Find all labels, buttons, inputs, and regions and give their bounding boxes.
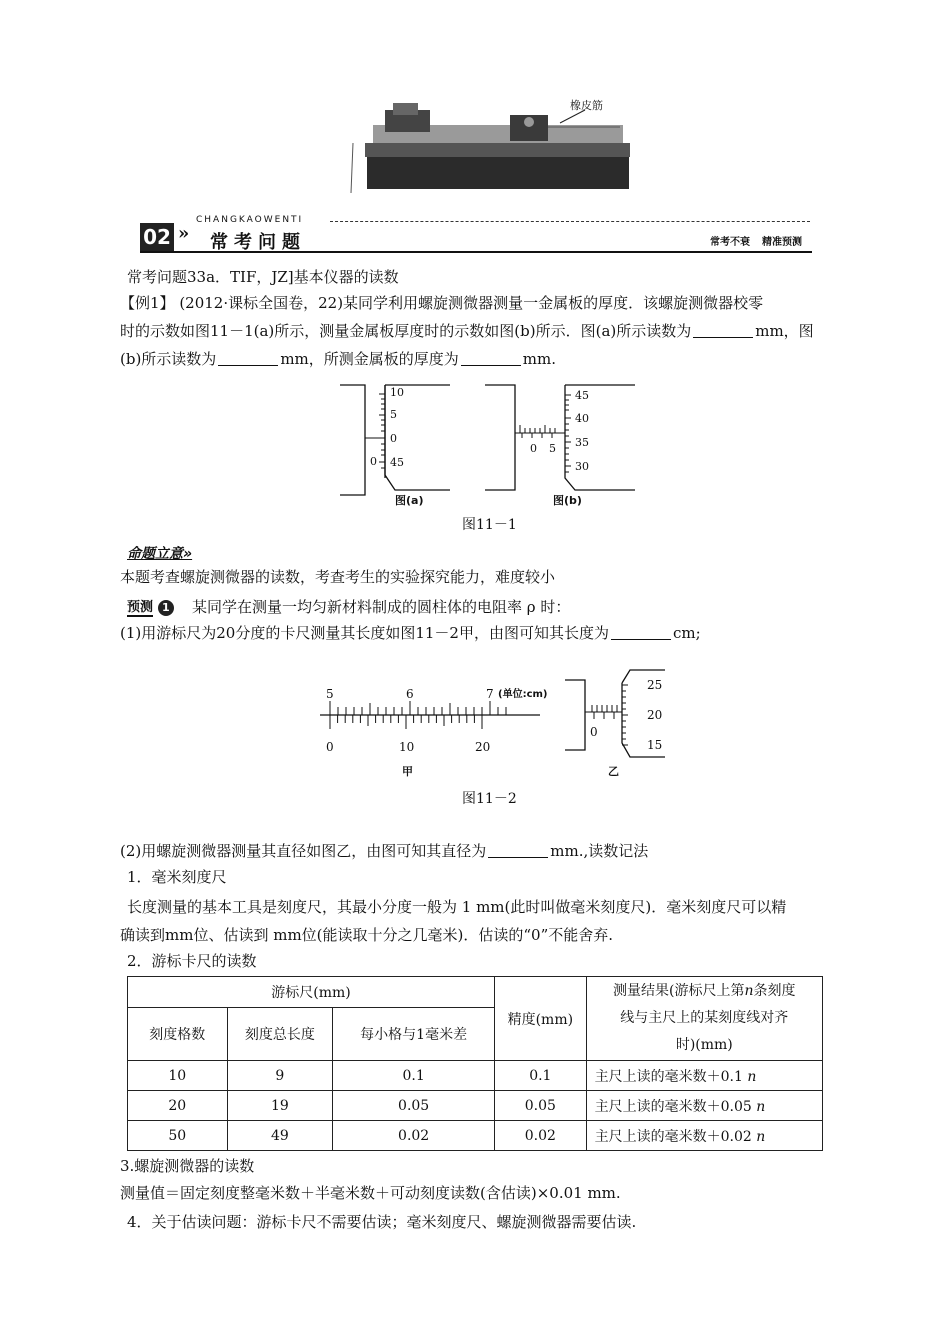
caliper-vernier-label: 10 bbox=[399, 740, 415, 754]
table-header-diff: 每小格与1毫米差 bbox=[333, 1008, 495, 1061]
table-group-header: 游标尺(mm) bbox=[128, 977, 495, 1008]
micrometer-zero: 0 bbox=[590, 725, 598, 739]
intent-title: 命题立意» bbox=[127, 546, 193, 562]
predict-badge: 预测 1 bbox=[127, 596, 174, 616]
caliper-main-label: 7 bbox=[486, 687, 494, 701]
figure-11-1-caption: 图11－1 bbox=[462, 517, 517, 533]
figure-11-1 bbox=[335, 380, 665, 510]
table-row: 20 19 0.05 0.05 主尺上读的毫米数＋0.05 n bbox=[128, 1091, 823, 1121]
table-row: 10 9 0.1 0.1 主尺上读的毫米数＋0.1 n bbox=[128, 1061, 823, 1091]
fig-a-caption: 图(a) bbox=[395, 494, 424, 507]
predict-text: 某同学在测量一均匀新材料制成的圆柱体的电阻率 ρ 时： bbox=[192, 598, 571, 616]
answer-blank bbox=[488, 843, 548, 858]
micrometer-tick: 20 bbox=[647, 708, 663, 722]
predict-badge-number: 1 bbox=[158, 600, 174, 616]
section-1-title: 1．毫米刻度尺 bbox=[127, 868, 227, 886]
figure-11-2 bbox=[310, 665, 670, 785]
fig-a-tick: 5 bbox=[390, 408, 397, 421]
intent-text: 本题考查螺旋测微器的读数，考查考生的实验探究能力，难度较小 bbox=[120, 568, 556, 586]
example-line-1: 【例1】 (2012·课标全国卷，22)某同学利用螺旋测微器测量一金属板的厚度．该螺旋测微器校零 bbox=[120, 294, 764, 312]
banner-right-a: 常考不衰 bbox=[710, 237, 750, 248]
table-header-length: 刻度总长度 bbox=[227, 1008, 333, 1061]
fig-a-tick: 0 bbox=[390, 432, 397, 445]
predict-q2: (2)用螺旋测微器测量其直径如图乙，由图可知其直径为 mm.,读数记法 bbox=[120, 842, 649, 860]
apparatus-photo bbox=[345, 95, 635, 195]
rubber-band-label: 橡皮筋 bbox=[570, 99, 603, 112]
predict-q1: (1)用游标尺为20分度的卡尺测量其长度如图11－2甲，由图可知其长度为 cm; bbox=[120, 624, 701, 642]
vernier-table bbox=[127, 976, 823, 1151]
caliper-vernier-label: 0 bbox=[326, 740, 334, 754]
answer-blank bbox=[218, 351, 278, 366]
fig-b-caption: 图(b) bbox=[553, 494, 582, 507]
figure-11-2-caption: 图11－2 bbox=[462, 791, 517, 807]
caliper-vernier-label: 20 bbox=[475, 740, 491, 754]
section-3-title: 3.螺旋测微器的读数 bbox=[120, 1157, 255, 1175]
section-2-title: 2．游标卡尺的读数 bbox=[127, 952, 257, 970]
caliper-main-label: 5 bbox=[326, 687, 334, 701]
answer-blank bbox=[461, 351, 521, 366]
section-1-line-2: 确读到mm位、估读到 mm位(能读取十分之几毫米)．估读的“0”不能舍弃. bbox=[120, 926, 614, 944]
caliper-caption: 甲 bbox=[402, 765, 413, 778]
micrometer-tick: 25 bbox=[647, 678, 663, 692]
banner-pinyin: CHANGKAOWENTI bbox=[196, 215, 304, 225]
banner-right-b: 精准预测 bbox=[762, 237, 802, 248]
table-header-result: 测量结果(游标尺上第n条刻度 线与主尺上的某刻度线对齐 时)(mm) bbox=[586, 977, 822, 1061]
table-row: 50 49 0.02 0.02 主尺上读的毫米数＋0.02 n bbox=[128, 1121, 823, 1151]
fig-a-zero: 0 bbox=[370, 455, 377, 468]
fig-b-tick: 40 bbox=[575, 412, 589, 425]
banner-dotted-rule bbox=[330, 221, 810, 222]
section-banner bbox=[140, 215, 812, 253]
example-tag: 【例1】 bbox=[120, 294, 175, 312]
section-3-line: 测量值＝固定刻度整毫米数＋半毫米数＋可动刻度读数(含估读)×0.01 mm. bbox=[120, 1184, 621, 1202]
micrometer-caption: 乙 bbox=[608, 765, 619, 778]
micrometer-tick: 15 bbox=[647, 738, 663, 752]
fig-a-tick: 45 bbox=[390, 456, 404, 469]
caliper-main-label: 6 bbox=[406, 687, 414, 701]
fig-b-main: 0 bbox=[530, 442, 537, 455]
table-header-count: 刻度格数 bbox=[128, 1008, 228, 1061]
answer-blank bbox=[611, 625, 671, 640]
answer-blank bbox=[693, 323, 753, 338]
banner-title: 常考问题 bbox=[210, 232, 306, 253]
caliper-unit: (单位:cm) bbox=[498, 689, 548, 700]
topic-heading: 常考问题33a．TIF，JZ]基本仪器的读数 bbox=[127, 268, 399, 286]
fig-b-tick: 45 bbox=[575, 389, 589, 402]
banner-arrow: » bbox=[178, 223, 190, 244]
example-line-3: (b)所示读数为 mm，所测金属板的厚度为 mm. bbox=[120, 350, 556, 368]
section-1-line-1: 长度测量的基本工具是刻度尺，其最小分度一般为 1 mm(此时叫做毫米刻度尺)．毫米刻度尺可以精 bbox=[127, 898, 787, 916]
banner-number: 02 bbox=[140, 223, 174, 251]
table-header-precision: 精度(mm) bbox=[495, 977, 587, 1061]
fig-b-main: 5 bbox=[549, 442, 556, 455]
fig-a-tick: 10 bbox=[390, 386, 404, 399]
fig-b-tick: 30 bbox=[575, 460, 589, 473]
fig-b-tick: 35 bbox=[575, 436, 589, 449]
example-line-2: 时的示数如图11－1(a)所示，测量金属板厚度时的示数如图(b)所示．图(a)所示读数为 mm，图 bbox=[120, 322, 814, 340]
section-4-line: 4．关于估读问题：游标卡尺不需要估读；毫米刻度尺、螺旋测微器需要估读. bbox=[127, 1213, 637, 1231]
banner-underline bbox=[140, 251, 812, 253]
